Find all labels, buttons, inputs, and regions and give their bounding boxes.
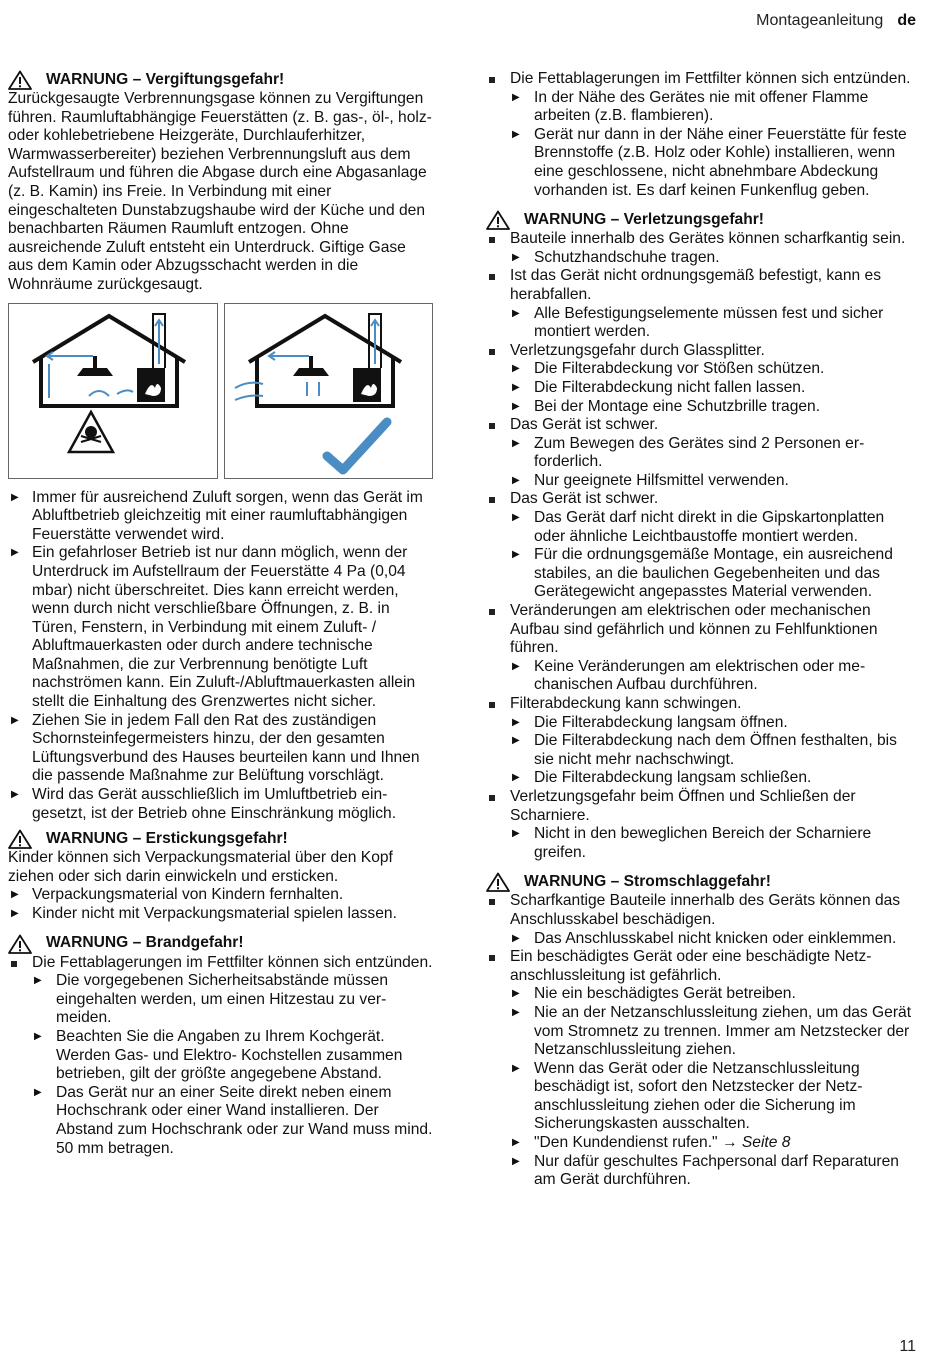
sub-list-item: ▶ Die vorgegebenen Sicherheitsabstände müssen eingehalten werden, um einen Hitzestau zu vermeiden.	[34, 972, 389, 1027]
arrow-bullet-icon: ▶	[512, 716, 520, 728]
arrow-bullet-icon: ▶	[34, 975, 42, 987]
sub-list-item: ▶ Die Filterabdeckung langsam schließen.	[512, 769, 812, 787]
arrow-bullet-icon: ▶	[512, 363, 520, 375]
sub-list-item: ▶ Alle Befestigungselemente müssen fest und sicher montiert werden.	[512, 304, 884, 341]
warning-poisoning-title: WARNUNG – Vergiftungsgefahr!	[8, 70, 433, 90]
arrow-right-icon: →	[721, 1134, 738, 1152]
sub-list-item: ▶ Bei der Montage eine Schutzbrille tragen.	[512, 397, 821, 415]
sub-list-item: ▶ Die Filterabdeckung nach dem Öffnen festhalten, bis sie nicht mehr nachschwingt.	[512, 732, 897, 768]
list-item: Das Gerät ist schwer.	[486, 416, 918, 435]
warning-triangle-icon	[8, 829, 32, 849]
sub-list-item: ▶ Für die ordnungsgemäße Montage, ein ausreichend stabiles, an die baulichen Gegebenheiten und das Gerätegewicht angepasstes Material verwenden.	[512, 546, 893, 601]
arrow-bullet-icon: ▶	[512, 128, 520, 140]
sub-list-item: ▶ Nicht in den beweglichen Bereich der Scharniere greifen.	[512, 825, 872, 861]
page-header	[756, 10, 916, 32]
arrow-bullet-icon: ▶	[11, 491, 19, 503]
sub-list-item: ▶ Wenn das Gerät oder die Netzanschlussleitung beschädigt ist, sofort den Netzstecker der Netzanschlussleitung ziehen oder die Sicherung im Sicherungskasten ausschalten.	[512, 1059, 863, 1133]
list-item: ▶ Wird das Gerät ausschließlich im Umluftbetrieb eingesetzt, ist der Betrieb ohne Einschränkung möglich.	[11, 786, 397, 822]
page-number: 11	[899, 1338, 916, 1356]
sub-list-item: ▶ Nie an der Netzanschlussleitung ziehen, um das Gerät vom Stromnetz zu trennen. Immer am Netzstecker der Netzanschlussleitung ziehen.	[512, 1003, 912, 1059]
arrow-bullet-icon: ▶	[512, 474, 520, 486]
warning-fire-title: WARNUNG – Brandgefahr!	[8, 934, 433, 954]
list-item: ▶ Immer für ausreichend Zuluft sorgen, wenn das Gerät im Abluftbetrieb gleichzeitig mit einer raumluftabhängigen Feuerstätte verwendet wird.	[11, 488, 423, 543]
sub-list-item: ▶ Die Filterabdeckung langsam öffnen.	[512, 713, 788, 731]
sub-list-item: ▶ Das Gerät nur an einer Seite direkt neben einem Hochschrank oder einer Wand installieren. Der Abstand zum Hochschrank oder zur Wand muss mind. 50 mm betragen.	[34, 1083, 433, 1157]
warning-poisoning-steps	[8, 489, 433, 824]
ventilation-figure	[8, 303, 433, 479]
arrow-bullet-icon: ▶	[512, 1062, 520, 1074]
sub-list-item: ▶ "Den Kundendienst rufen." → Seite 8	[512, 1134, 791, 1152]
warning-suffocation-text: Kinder können sich Verpackungsmaterial über den Kopf ziehen oder sich darin einwickeln und ersticken.	[8, 849, 393, 885]
list-item: Bauteile innerhalb des Gerätes können scharfkantig sein.	[486, 230, 918, 249]
sub-list-item: ▶ Nur geeignete Hilfsmittel verwenden.	[512, 471, 789, 489]
list-item: Verletzungsgefahr durch Glassplitter.	[486, 342, 918, 361]
warning-triangle-icon	[8, 70, 32, 90]
arrow-bullet-icon: ▶	[512, 1137, 520, 1149]
arrow-bullet-icon: ▶	[512, 400, 520, 412]
arrow-bullet-icon: ▶	[512, 735, 520, 747]
list-item: Das Gerät ist schwer.	[486, 490, 918, 509]
list-item: Die Fettablagerungen im Fettfilter können sich entzünden.	[486, 70, 918, 89]
arrow-bullet-icon: ▶	[512, 91, 520, 103]
arrow-bullet-icon: ▶	[512, 772, 520, 784]
sub-list-item: ▶ Nur dafür geschultes Fachpersonal darf Reparaturen am Gerät durchführen.	[512, 1152, 899, 1189]
warning-electric-title: WARNUNG – Stromschlaggefahr!	[486, 872, 918, 892]
header-language: de	[897, 12, 916, 29]
sub-list-item: ▶ Zum Bewegen des Gerätes sind 2 Personen erforderlich.	[512, 434, 865, 471]
warning-injury-list	[486, 230, 918, 862]
warning-suffocation-title: WARNUNG – Erstickungsgefahr!	[8, 829, 433, 849]
left-column	[8, 70, 433, 1158]
arrow-bullet-icon: ▶	[512, 1006, 520, 1018]
list-item: Die Fettablagerungen im Fettfilter können sich entzünden.	[8, 954, 433, 973]
sub-list-item: ▶ Die Filterabdeckung nicht fallen lassen.	[512, 378, 806, 396]
list-item: Scharfkantige Bauteile innerhalb des Geräts können das Anschlusskabel beschädigen.	[486, 892, 918, 929]
arrow-bullet-icon: ▶	[512, 549, 520, 561]
sub-list-item: ▶ Schutzhandschuhe tragen.	[512, 248, 720, 266]
arrow-bullet-icon: ▶	[512, 437, 520, 449]
arrow-bullet-icon: ▶	[512, 381, 520, 393]
sub-list-item: ▶ Nie ein beschädigtes Gerät betreiben.	[512, 985, 796, 1003]
arrow-bullet-icon: ▶	[512, 660, 520, 672]
warning-poisoning-text: Zurückgesaugte Verbrennungsgase können zu Vergiftungen führen. Raumluftabhängige Feuerstätten (z. B. gas-, öl-, holz- oder kohlebetriebene Heizgeräte, Durchlauferhitzer, Warmwasserbereiter) beziehen Verbrennungsluft aus dem Aufstellraum und führen die Abgase durch eine Abgasanlage (z. B. Kamin) ins Freie. In Verbindung mit einer eingeschalteten Dunstabzugshaube wird der Küche und den benachbarten Räumen Raumluft entzogen. Ohne ausreichende Zuluft entsteht ein Unterdruck. Giftige Gase aus dem Kamin oder Abzugsschacht werden in die Wohnräume zurückgesaugt.	[8, 90, 432, 293]
list-item: Veränderungen am elektrischen oder mechanischen Aufbau sind gefährlich und können zu Fehlfunktionen führen.	[486, 602, 918, 658]
arrow-bullet-icon: ▶	[34, 1086, 42, 1098]
list-item: Ist das Gerät nicht ordnungsgemäß befestigt, kann es herabfallen.	[486, 267, 918, 304]
header-title: Montageanleitung	[756, 12, 884, 29]
arrow-bullet-icon: ▶	[512, 512, 520, 524]
arrow-bullet-icon: ▶	[34, 1030, 42, 1042]
arrow-bullet-icon: ▶	[512, 932, 520, 944]
sub-list-item: ▶ Gerät nur dann in der Nähe einer Feuerstätte für feste Brennstoffe (z.B. Holz oder Kohle) installieren, wenn eine geschlossene, nicht abnehmbare Abdeckung vorhanden ist. Es darf keinen Funkenflug geben.	[512, 125, 907, 199]
sub-list-item: ▶ In der Nähe des Gerätes nie mit offener Flamme arbeiten (z.B. flambieren).	[512, 88, 869, 125]
warning-triangle-icon	[8, 934, 32, 954]
figure-exhaust-danger	[8, 303, 218, 479]
arrow-bullet-icon: ▶	[512, 251, 520, 263]
sub-list-item: ▶ Keine Veränderungen am elektrischen oder mechanischen Aufbau durchführen.	[512, 657, 866, 694]
arrow-bullet-icon: ▶	[11, 889, 19, 901]
arrow-bullet-icon: ▶	[512, 1155, 520, 1167]
list-item: Verletzungsgefahr beim Öffnen und Schließen der Scharniere.	[486, 788, 918, 825]
arrow-bullet-icon: ▶	[512, 988, 520, 1000]
list-item: ▶ Kinder nicht mit Verpackungsmaterial spielen lassen.	[11, 905, 397, 922]
list-item: ▶ Ein gefahrloser Betrieb ist nur dann möglich, wenn der Unterdruck im Aufstellraum der Feuerstätte 4 Pa (0,04 mbar) nicht überschreitet. Dies kann erreicht werden, wenn durch nicht verschließbare Öffnungen, z. B. in Türen, Fenstern, in Verbindung mit einem Zuluft- / Abluftmauerkasten oder durch andere technische Maßnahmen, die zur Verbrennung benötigte Luft nachströmen kann. Ein Zuluft-/Abluftmauerkasten allein stellt die Einhaltung des Grenzwertes nicht sicher.	[11, 544, 416, 711]
sub-list-item: ▶ Das Anschlusskabel nicht knicken oder einklemmen.	[512, 929, 897, 947]
sub-list-item: ▶ Das Gerät darf nicht direkt in die Gipskartonplatten oder ähnliche Leichtbaustoffe montiert werden.	[512, 509, 885, 545]
warning-triangle-icon	[486, 872, 510, 892]
list-item: ▶ Verpackungsmaterial von Kindern fernhalten.	[11, 886, 344, 904]
sub-list-item: ▶ Beachten Sie die Angaben zu Ihrem Kochgerät. Werden Gas- und Elektro- Kochstellen zusammen betrieben, gilt der größte angegebene Abstand.	[34, 1027, 403, 1083]
list-item: Filterabdeckung kann schwingen.	[486, 695, 918, 714]
arrow-bullet-icon: ▶	[11, 547, 19, 559]
list-item: Ein beschädigtes Gerät oder eine beschädigte Netzanschlussleitung ist gefährlich.	[486, 948, 918, 985]
arrow-bullet-icon: ▶	[11, 789, 19, 801]
arrow-bullet-icon: ▶	[512, 307, 520, 319]
arrow-bullet-icon: ▶	[11, 714, 19, 726]
warning-triangle-icon	[486, 210, 510, 230]
arrow-bullet-icon: ▶	[11, 908, 19, 919]
page-reference: Seite 8	[741, 1134, 791, 1152]
sub-list-item: ▶ Die Filterabdeckung vor Stößen schützen.	[512, 360, 825, 378]
warning-injury-title: WARNUNG – Verletzungsgefahr!	[486, 210, 918, 230]
right-column	[486, 70, 918, 1190]
list-item: ▶ Ziehen Sie in jedem Fall den Rat des zuständigen Schornsteinfegermeisters hinzu, der den gesamten Lüftungsverbund des Hauses beurteilen kann und Ihnen die passende Maßnahme zur Belüftung vorschlägt.	[11, 711, 420, 785]
arrow-bullet-icon: ▶	[512, 828, 520, 840]
figure-exhaust-safe	[224, 303, 434, 479]
